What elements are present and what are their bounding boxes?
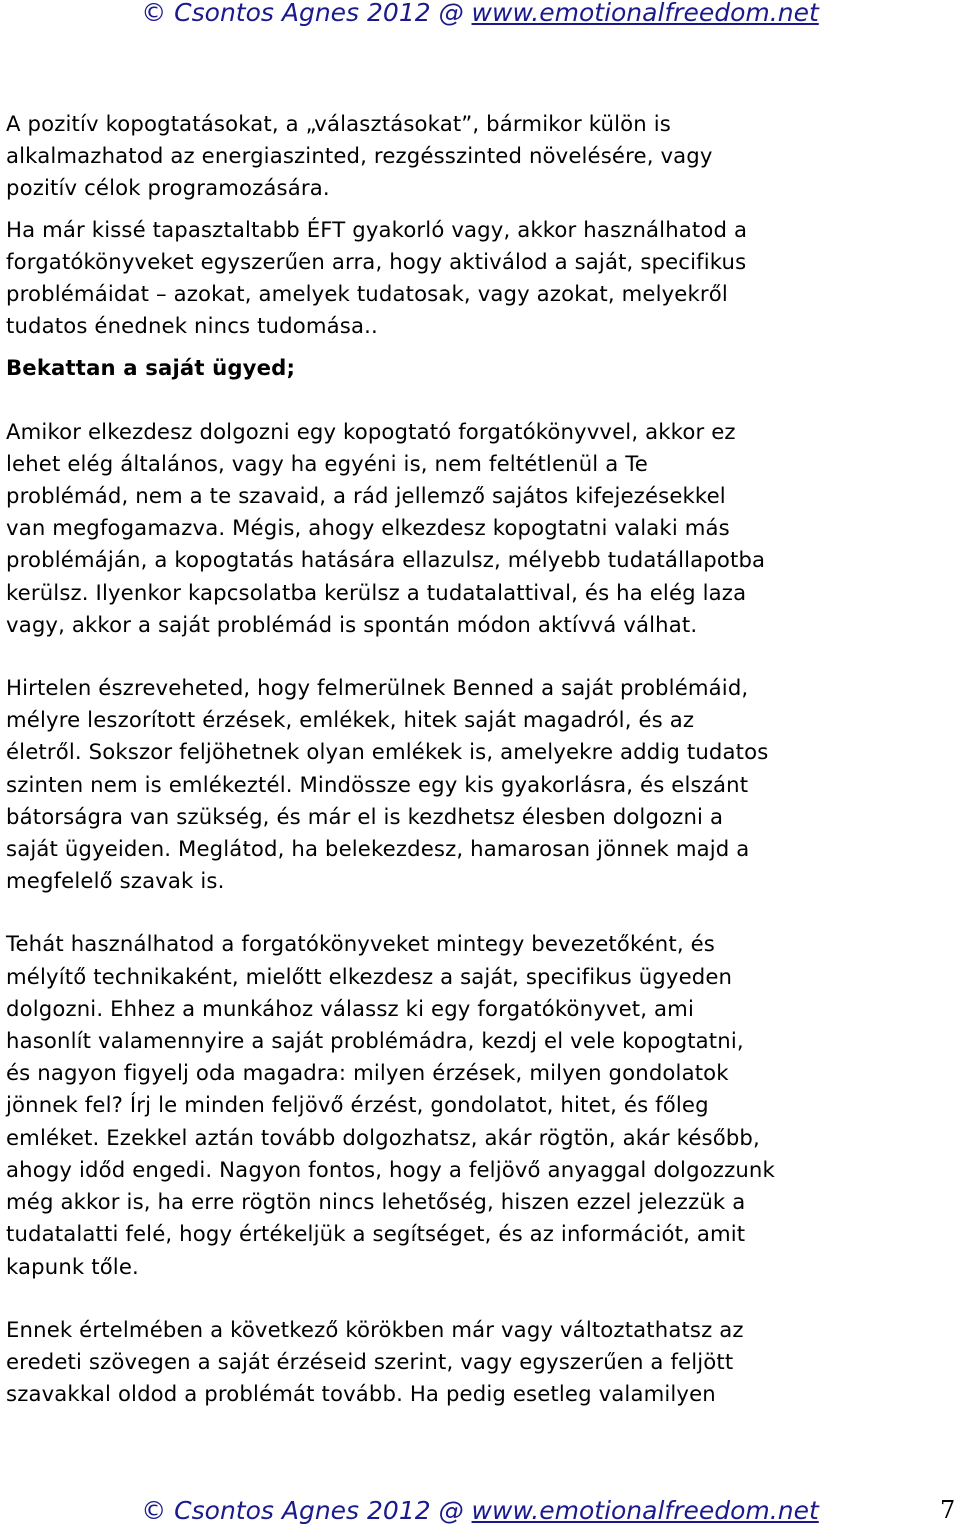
text-line: mélyre leszorított érzések, emlékek, hitek saját magadról, és az (6, 707, 695, 733)
text-line: ahogy időd engedi. Nagyon fontos, hogy a feljövő anyaggal dolgozzunk (6, 1156, 775, 1182)
text-line: életről. Sokszor feljöhetnek olyan emlékek is, amelyekre addig tudatos (6, 739, 769, 765)
text-line: emléket. Ezekkel aztán tovább dolgozhatsz, akár rögtön, akár később, (6, 1124, 760, 1150)
footer-copyright: © Csontos Agnes 2012 @ (141, 1496, 472, 1525)
text-line: problémád, nem a te szavaid, a rád jellemző sajátos kifejezésekkel (6, 483, 726, 509)
text-line: még akkor is, ha erre rögtön nincs lehetőség, hiszen ezzel jelezzük a (6, 1189, 746, 1215)
text-line: A pozitív kopogtatásokat, a „választásokat”, bármikor külön is (6, 111, 671, 136)
paragraph-next-rounds (6, 1314, 956, 1411)
text-line: és nagyon figyelj oda magadra: milyen érzések, milyen gondolatok (6, 1060, 729, 1086)
text-line: szavakkal oldod a problémát tovább. Ha pedig esetleg valamilyen (6, 1381, 716, 1407)
text-line: Ha már kissé tapasztaltabb ÉFT gyakorló vagy, akkor használhatod a (6, 216, 748, 242)
text-line: alkalmazhatod az energiaszinted, rezgésszinted növelésére, vagy (6, 143, 713, 169)
text-line: Hirtelen észreveheted, hogy felmerülnek Benned a saját problémáid, (6, 675, 749, 701)
text-line: forgatókönyveket egyszerűen arra, hogy aktiválod a saját, specifikus (6, 248, 747, 274)
text-line: mélyítő technikaként, mielőtt elkezdesz a saját, specifikus ügyeden (6, 963, 733, 989)
paragraph-experienced-practitioner (6, 214, 956, 343)
text-line: Amikor elkezdesz dolgozni egy kopogtató forgatókönyvvel, akkor ez (6, 418, 736, 444)
text-line: megfelelő szavak is. (6, 868, 225, 894)
text-line: vagy, akkor a saját problémád is spontán módon aktívvá válhat. (6, 611, 698, 637)
text-line: van megfogamazva. Mégis, ahogy elkezdesz kopogtatni valaki más (6, 515, 730, 541)
page-footer (0, 1496, 960, 1526)
text-line: dolgozni. Ehhez a munkához válassz ki egy forgatókönyvet, ami (6, 995, 694, 1021)
header-copyright: © Csontos Agnes 2012 @ (141, 0, 472, 27)
text-line: problémáján, a kopogtatás hatására ellazulsz, mélyebb tudatállapotba (6, 547, 766, 573)
text-line: Ennek értelmében a következő körökben már vagy változtathatsz az (6, 1316, 744, 1342)
paragraph-positive-tapping (6, 108, 956, 205)
text-line: hasonlít valamennyire a saját problémádra, kezdj el vele kopogtatni, (6, 1028, 744, 1054)
text-line: bátorságra van szükség, és már el is kezdhetsz élesben dolgozni a (6, 803, 724, 829)
text-line: kerülsz. Ilyenkor kapcsolatba kerülsz a tudatalattival, és ha elég laza (6, 579, 747, 605)
text-line: saját ügyeiden. Meglátod, ha belekezdesz, hamarosan jönnek majd a (6, 836, 750, 862)
text-line: pozitív célok programozására. (6, 175, 330, 201)
paragraph-using-scripts (6, 928, 956, 1282)
text-line: lehet elég általános, vagy ha egyéni is, nem feltétlenül a Te (6, 450, 648, 476)
text-line: jönnek fel? Írj le minden feljövő érzést, gondolatot, hitet, és főleg (6, 1092, 709, 1118)
paragraph-sudden-awareness (6, 672, 956, 897)
text-line: Tehát használhatod a forgatókönyveket mintegy bevezetőként, és (6, 931, 715, 957)
page-header (0, 0, 960, 28)
text-line: tudatalatti felé, hogy értékeljük a segítséget, és az információt, amit (6, 1221, 746, 1247)
text-line: kapunk tőle. (6, 1253, 139, 1279)
document-body (6, 108, 956, 1410)
page-number: 7 (940, 1496, 956, 1524)
section-heading: Bekattan a saját ügyed; (6, 355, 296, 381)
text-line: szinten nem is emlékeztél. Mindössze egy kis gyakorlásra, és elszánt (6, 771, 749, 797)
text-line: eredeti szövegen a saját érzéseid szerint, vagy egyszerűen a feljött (6, 1348, 734, 1374)
text-line: problémáidat – azokat, amelyek tudatosak, vagy azokat, melyekről (6, 281, 728, 307)
header-website-link[interactable]: www.emotionalfreedom.net (471, 0, 819, 27)
paragraph-starting-script (6, 416, 956, 641)
footer-website-link[interactable]: www.emotionalfreedom.net (471, 1496, 819, 1525)
text-line: tudatos énednek nincs tudomása.. (6, 313, 378, 339)
